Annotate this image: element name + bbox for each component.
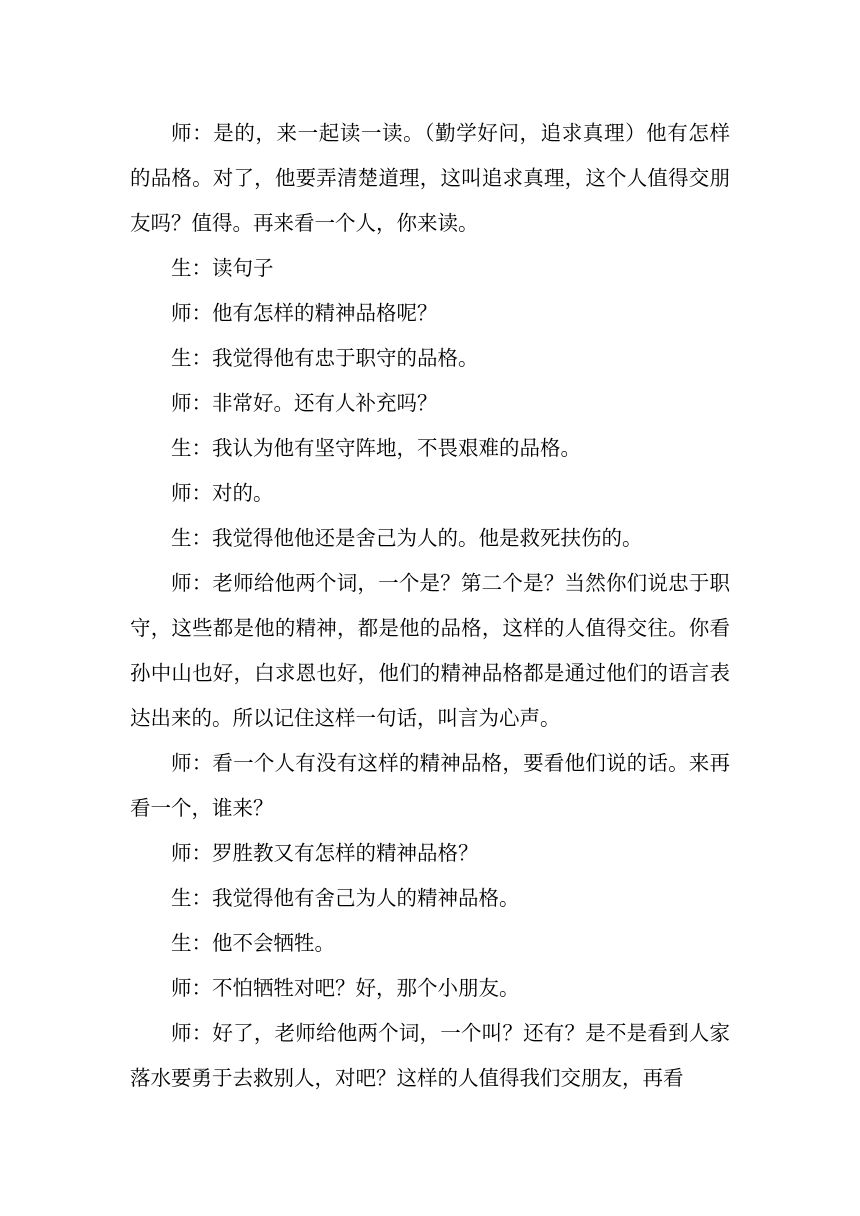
- paragraph: 师：罗胜教又有怎样的精神品格？: [171, 841, 479, 865]
- paragraph: 生：我觉得他有舍己为人的精神品格。: [171, 886, 520, 910]
- paragraph: 师：不怕牺牲对吧？好，那个小朋友。: [171, 976, 520, 1000]
- paragraph: 生：我觉得他有忠于职守的品格。: [171, 346, 479, 370]
- paragraph: 师：非常好。还有人补充吗？: [171, 391, 438, 415]
- paragraph: 师：看一个人有没有这样的精神品格，要看他们说的话。来再看一个，谁来？: [130, 751, 730, 820]
- paragraph: 生：我认为他有坚守阵地，不畏艰难的品格。: [171, 436, 581, 460]
- paragraph: 生：他不会牺牲。: [171, 931, 335, 955]
- document-page: [130, 111, 730, 1101]
- paragraph: 师：对的。: [171, 481, 274, 505]
- paragraph: 师：他有怎样的精神品格呢？: [171, 301, 438, 325]
- paragraph: 师：老师给他两个词，一个是？第二个是？当然你们说忠于职守，这些都是他的精神，都是他的品格，这样的人值得交往。你看孙中山也好，白求恩也好，他们的精神品格都是通过他们的语言表达出来的。所以记住这样一句话，叫言为心声。: [130, 571, 730, 730]
- paragraph: 师：好了，老师给他两个词，一个叫？还有？是不是看到人家落水要勇于去救别人，对吧？这样的人值得我们交朋友，再看: [130, 1021, 730, 1090]
- paragraph: 师：是的，来一起读一读。（勤学好问，追求真理）他有怎样的品格。对了，他要弄清楚道理，这叫追求真理，这个人值得交朋友吗？值得。再来看一个人，你来读。: [130, 121, 730, 235]
- paragraph: 生：我觉得他他还是舍己为人的。他是救死扶伤的。: [171, 526, 643, 550]
- paragraph: 生：读句子: [171, 256, 274, 280]
